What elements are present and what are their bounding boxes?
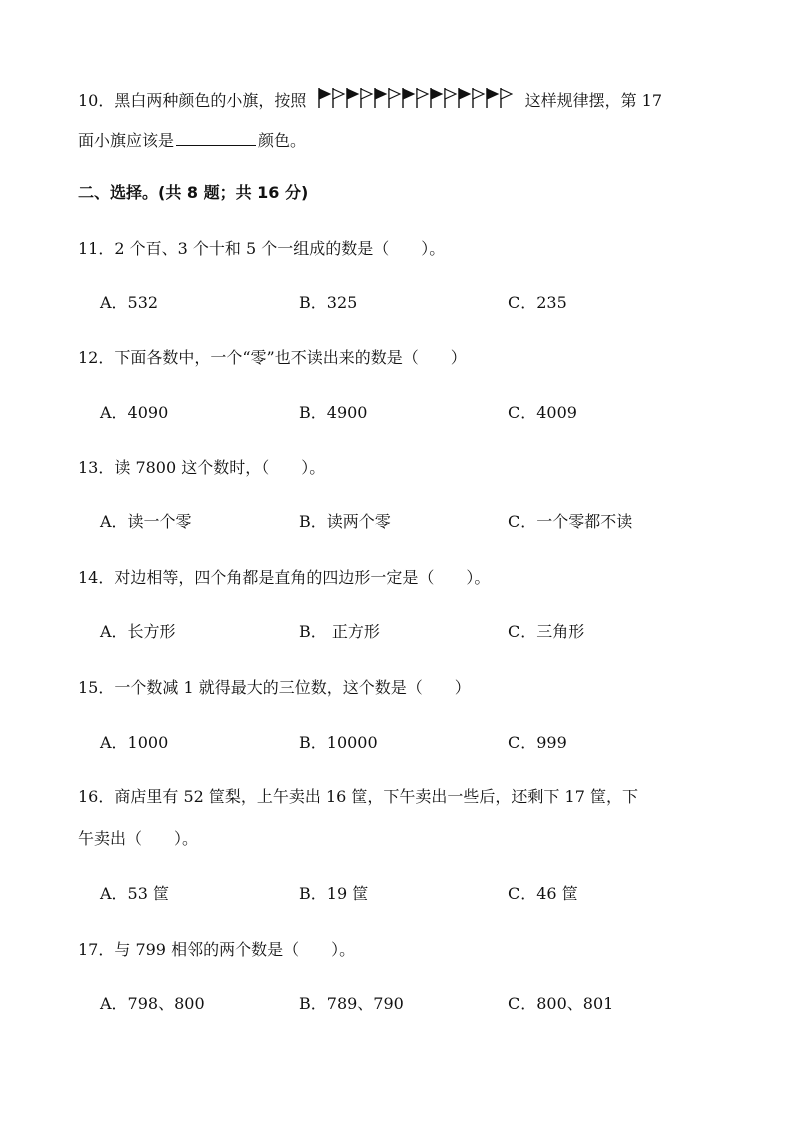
question-10-line-2	[78, 129, 306, 152]
question-12-stem: 12．下面各数中，一个“零”也不读出来的数是（ ）	[78, 348, 467, 367]
flag-white	[389, 88, 400, 108]
flag-black	[319, 88, 330, 108]
question-13-option-a[interactable]: A．读一个零	[100, 512, 192, 531]
question-15-option-a[interactable]: A．1000	[100, 733, 169, 752]
section-2-heading: 二、选择。(共 8 题；共 16 分)	[78, 183, 309, 202]
question-16-stem-line-1: 16．商店里有 52 筐梨，上午卖出 16 筐，下午卖出一些后，还剩下 17 筐，下	[78, 787, 638, 806]
flag-white	[501, 88, 512, 108]
question-16-option-b[interactable]: B．19 筐	[299, 884, 369, 903]
question-16-stem-line-2: 午卖出（ ）。	[78, 829, 199, 848]
question-12-option-c[interactable]: C．4009	[508, 403, 577, 422]
flag-black	[431, 88, 442, 108]
question-13-option-c[interactable]: C．一个零都不读	[508, 512, 633, 531]
flag-black	[375, 88, 386, 108]
question-12-option-a[interactable]: A．4090	[100, 403, 169, 422]
question-17-stem: 17．与 799 相邻的两个数是（ ）。	[78, 940, 356, 959]
question-11-option-a[interactable]: A．532	[100, 293, 159, 312]
question-15-option-b[interactable]: B．10000	[299, 733, 378, 752]
flag-white	[361, 88, 372, 108]
flag-white	[333, 88, 344, 108]
flag-white	[445, 88, 456, 108]
question-13-stem: 13．读 7800 这个数时，（ ）。	[78, 458, 326, 477]
question-17-option-b[interactable]: B．789、790	[299, 994, 404, 1013]
flag-black	[347, 88, 358, 108]
question-14-option-c[interactable]: C．三角形	[508, 622, 585, 641]
question-13-option-b[interactable]: B．读两个零	[299, 512, 391, 531]
question-15-stem: 15．一个数减 1 就得最大的三位数，这个数是（ ）	[78, 678, 471, 697]
question-14-option-b[interactable]: B． 正方形	[299, 622, 380, 641]
question-11-option-b[interactable]: B．325	[299, 293, 358, 312]
question-10-line2-before: 面小旗应该是	[78, 131, 175, 150]
question-11-stem: 11．2 个百、3 个十和 5 个一组成的数是（ ）。	[78, 239, 446, 258]
question-10-line-1	[78, 86, 662, 112]
question-10-text-after: 这样规律摆，第 17	[524, 91, 663, 110]
question-12-option-b[interactable]: B．4900	[299, 403, 368, 422]
question-16-option-c[interactable]: C．46 筐	[508, 884, 578, 903]
flag-white	[473, 88, 484, 108]
flag-black	[459, 88, 470, 108]
flag-white	[417, 88, 428, 108]
flag-black	[487, 88, 498, 108]
question-16-option-a[interactable]: A．53 筐	[100, 884, 170, 903]
question-10-line2-after: 颜色。	[258, 131, 307, 150]
question-11-option-c[interactable]: C．235	[508, 293, 567, 312]
flag-black	[403, 88, 414, 108]
flag-pattern-image	[317, 86, 513, 110]
question-14-stem: 14．对边相等，四个角都是直角的四边形一定是（ ）。	[78, 568, 491, 587]
question-10-text-before: 10．黑白两种颜色的小旗，按照	[78, 91, 307, 110]
question-17-option-a[interactable]: A．798、800	[100, 994, 205, 1013]
question-17-option-c[interactable]: C．800、801	[508, 994, 614, 1013]
question-14-option-a[interactable]: A．长方形	[100, 622, 176, 641]
answer-blank[interactable]	[176, 129, 256, 146]
question-15-option-c[interactable]: C．999	[508, 733, 567, 752]
